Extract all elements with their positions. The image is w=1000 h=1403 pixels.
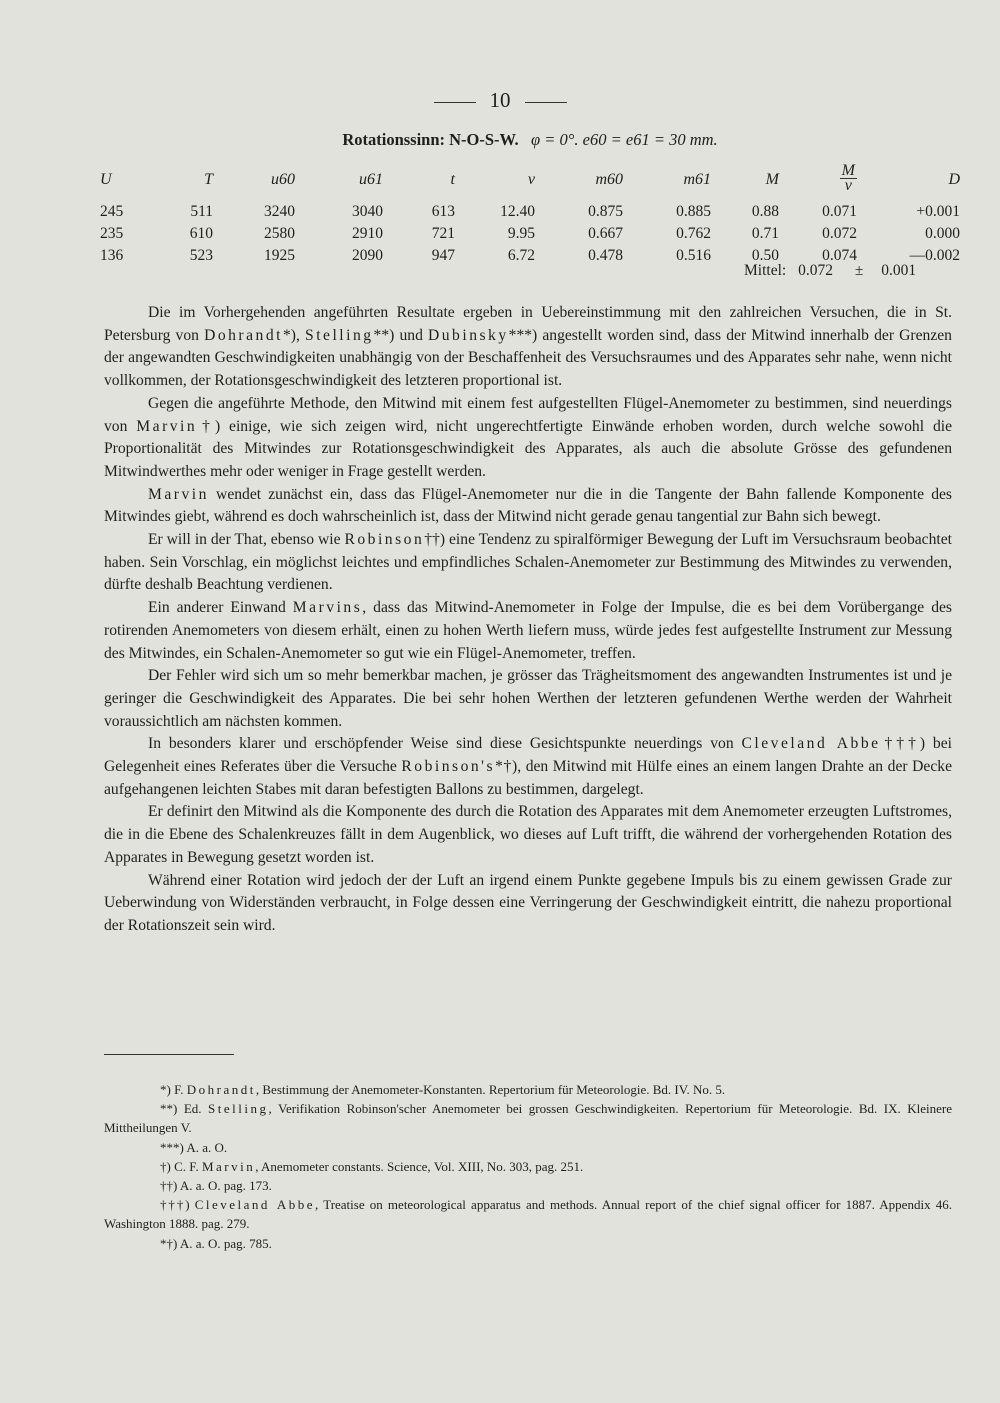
spaced-name: Marvins xyxy=(292,599,363,617)
paragraph: Gegen die angeführte Methode, den Mitwind mit einem fest aufgestellten Flügel-Anemometer zu bestimmen, sind neuerdings von Marvin†) einige, wie sich zeigen wird, nicht ungerechtfertigte Einwände erhoben worden, durch welche sowohl die Proportionalität des Mitwindes zur Rotationsgeschwindigkeit des Apparates, als auch die absolute Grösse des gefundenen Mitwindwerthes mehr oder weniger in Frage gestellt werden. xyxy=(104,394,952,480)
footnote: **) Ed. Stelling, Verifikation Robinson'scher Anemometer bei grossen Geschwindigkeiten. Repertorium für Meteorologie. Bd. IX. Kleinere Mittheilungen V. xyxy=(104,1101,952,1136)
paragraph: Der Fehler wird sich um so mehr bemerkbar machen, je grösser das Trägheitsmoment des angewandten Instrumentes ist und je geringer die Geschwindigkeit des Apparates. Die bei sehr hohen Werthen der letzteren gefundenen Werthe werden der Wahrheit voraussichtlich am nächsten kommen. xyxy=(104,667,952,730)
footnote: ††) A. a. O. pag. 173. xyxy=(160,1178,272,1194)
footnote: *) F. Dohrandt, Bestimmung der Anemometer-Konstanten. Repertorium für Meteorologie. Bd. IV. No. 5. xyxy=(160,1082,726,1097)
spaced-name: Dohrandt xyxy=(186,1082,256,1097)
col-M: M xyxy=(765,170,779,188)
mean-value: 0.072 xyxy=(798,262,833,279)
col-u60: u60 xyxy=(271,170,295,188)
paragraph: In besonders klarer und erschöpfender Weise sind diese Gesichtspunkte neuerdings von Cleveland Abbe†††) bei Gelegenheit eines Referates über die Versuche Robinson's*†), den Mitwind mit Hülfe eines an einem langen Drahte an der Decke aufgehangenen leichten Stabes mit daran befestigten Ballons zu bestimmen, dargelegt. xyxy=(104,735,952,798)
mean-error: 0.001 xyxy=(881,262,917,279)
table-row: 136 523 1925 2090 947 6.72 0.478 0.516 0.50 0.074 —0.002 xyxy=(100,247,960,264)
footnote: ***) A. a. O. xyxy=(160,1139,228,1155)
mean-label: Mittel: xyxy=(744,262,787,279)
caption-label: Rotationssinn: N-O-S-W. xyxy=(342,130,519,149)
paragraph: Während einer Rotation wird jedoch der der Luft an irgend einem Punkte gegebene Impuls bis zu einem gewissen Grade zur Ueberwindung von Widerständen verbraucht, in Folge dessen eine Verringerung der Geschwindigkeit eintritt, die nahezu proportional der Rotationszeit sein wird. xyxy=(104,871,952,934)
spaced-name: Cleveland Abbe xyxy=(741,735,881,753)
table-row: 245 511 3240 3040 613 12.40 0.875 0.885 0.88 0.071 +0.001 xyxy=(100,203,960,220)
fraction-M-over-v: $\frac{M}{v}$ xyxy=(841,162,855,194)
spaced-name: Marvin xyxy=(148,485,209,503)
paragraph: Marvin wendet zunächst ein, dass das Flügel-Anemometer nur die in die Tangente der Bahn fallende Komponente des Mitwindes giebt, während es doch wahrscheinlich ist, dass der Mitwind nicht gerade genau tangential zur Bahn sich bewegt. xyxy=(104,485,952,526)
col-U: U xyxy=(100,170,112,188)
body-text xyxy=(104,302,952,938)
col-m61: m61 xyxy=(683,170,711,188)
footnote: *†) A. a. O. pag. 785. xyxy=(160,1235,272,1251)
paragraph: Er definirt den Mitwind als die Komponente des durch die Rotation des Apparates mit dem Anemometer erzeugten Luftstromes, die in die Ebene des Schalenkreuzes fällt in dem Augenblick, wo dieses auf Luft trifft, die während der vorhergehenden Rotation des Apparates in Bewegung gesetzt worden ist. xyxy=(104,803,952,866)
col-D: D xyxy=(948,170,960,188)
spaced-name: Cleveland Abbe xyxy=(194,1197,316,1213)
page-number-dash-right xyxy=(525,102,567,103)
paragraph: Die im Vorhergehenden angeführten Resultate ergeben in Uebereinstimmung mit den zahlreichen Versuchen, die in St. Petersburg von Dohrandt*), Stelling**) und Dubinsky***) angestellt worden sind, dass der Mitwind innerhalb der Grenzen der angewandten Geschwindigkeiten unabhängig von der Beschaffenheit des Versuchsraumes und des Apparates sehr nahe, wenn nicht vollkommen, der Rotationsgeschwindigkeit des letzteren proportional ist. xyxy=(104,304,952,390)
spaced-name: Dubinsky xyxy=(428,326,509,344)
footnotes xyxy=(104,1080,952,1253)
page-number xyxy=(0,88,1000,113)
spaced-name: Robinson xyxy=(344,531,425,549)
col-M-over-v xyxy=(779,160,857,201)
page-number-text: 10 xyxy=(489,88,511,112)
footnote: †) C. F. Marvin, Anemometer constants. Science, Vol. XIII, No. 303, pag. 251. xyxy=(160,1158,584,1174)
paragraph: Ein anderer Einwand Marvins, dass das Mitwind-Anemometer in Folge der Impulse, die es bei dem Vorübergange des rotirenden Anemometers von diesem erhält, einen zu hohen Werth liefern muss, würde jedes fest aufgestellte Instrument zur Messung des Mitwindes, ein Schalen-Anemometer so gut wie ein Flügel-Anemometer, treffen. xyxy=(104,599,952,662)
col-T: T xyxy=(204,170,213,188)
col-m60: m60 xyxy=(595,170,623,188)
table-row: 235 610 2580 2910 721 9.95 0.667 0.762 0.71 0.072 0.000 xyxy=(100,225,960,242)
caption-formula: φ = 0°. e60 = e61 = 30 mm. xyxy=(531,130,718,149)
spaced-name: Robinson's xyxy=(401,758,496,776)
results-table xyxy=(100,160,960,267)
spaced-name: Dohrandt xyxy=(204,326,283,344)
page-number-dash-left xyxy=(434,102,476,103)
spaced-name: Marvin xyxy=(201,1158,256,1174)
spaced-name: Stelling xyxy=(208,1101,269,1117)
footnote-separator xyxy=(104,1054,234,1055)
table-header-row xyxy=(100,160,960,201)
table-caption xyxy=(250,130,810,150)
paragraph: Er will in der That, ebenso wie Robinson††) eine Tendenz zu spiralförmiger Bewegung der Luft im Versuchsraum beobachtet haben. Sein Vorschlag, ein möglichst leichtes und empfindliches Schalen-Anemometer zur Bestimmung des Mitwindes zu verwenden, dürfte deshalb Beachtung verdienen. xyxy=(104,531,952,594)
col-v: v xyxy=(527,170,535,188)
mean-row xyxy=(744,262,916,280)
mean-plusminus: ± xyxy=(854,262,864,279)
col-u61: u61 xyxy=(359,170,383,188)
spaced-name: Marvin xyxy=(136,417,198,435)
footnote: †††) Cleveland Abbe, Treatise on meteorological apparatus and methods. Annual report of the chief signal officer for 1887. Appendix 46. Washington 1888. pag. 279. xyxy=(104,1197,952,1232)
table-body xyxy=(100,201,960,267)
spaced-name: Stelling xyxy=(305,326,374,344)
col-t: t xyxy=(450,170,455,188)
